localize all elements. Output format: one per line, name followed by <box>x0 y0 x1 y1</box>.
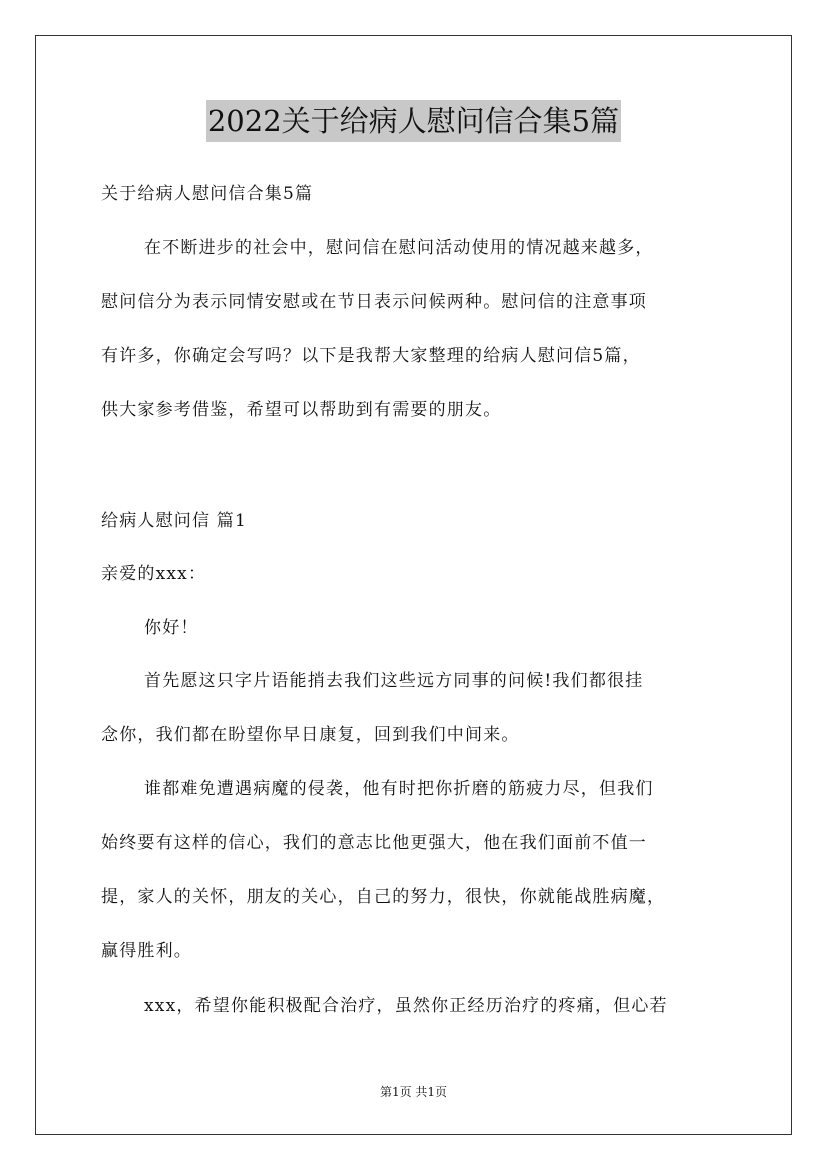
intro-line-1: 在不断进步的社会中，慰问信在慰问活动使用的情况越来越多， <box>144 238 654 258</box>
para2-line-1: 谁都难免遭遇病魔的侵袭，他有时把你折磨的筋疲力尽，但我们 <box>144 779 654 799</box>
greeting: 你好！ <box>144 618 199 638</box>
title-container <box>0 100 827 142</box>
para1-line-2: 念你，我们都在盼望你早日康复，回到我们中间来。 <box>101 725 520 745</box>
document-subtitle: 关于给病人慰问信合集5篇 <box>101 184 314 204</box>
document-title: 2022关于给病人慰问信合集5篇 <box>206 100 621 142</box>
page-number: 第1页 共1页 <box>379 1085 448 1099</box>
para1-line-1: 首先愿这只字片语能捎去我们这些远方同事的问候!我们都很挂 <box>144 671 644 691</box>
intro-line-2: 慰问信分为表示同情安慰或在节日表示问候两种。慰问信的注意事项 <box>101 292 647 312</box>
page-footer <box>0 1084 827 1100</box>
intro-line-3: 有许多，你确定会写吗？以下是我帮大家整理的给病人慰问信5篇， <box>101 346 641 366</box>
section-heading: 给病人慰问信 篇1 <box>101 511 248 531</box>
para2-line-3: 提，家人的关怀，朋友的关心，自己的努力，很快，你就能战胜病魔， <box>101 887 666 907</box>
para2-line-2: 始终要有这样的信心，我们的意志比他更强大，他在我们面前不值一 <box>101 833 647 853</box>
para2-line-4: 赢得胜利。 <box>101 941 192 961</box>
salutation: 亲爱的xxx： <box>101 564 207 584</box>
para3-line-1: xxx，希望你能积极配合治疗，虽然你正经历治疗的疼痛，但心若 <box>144 996 668 1016</box>
intro-line-4: 供大家参考借鉴，希望可以帮助到有需要的朋友。 <box>101 400 502 420</box>
